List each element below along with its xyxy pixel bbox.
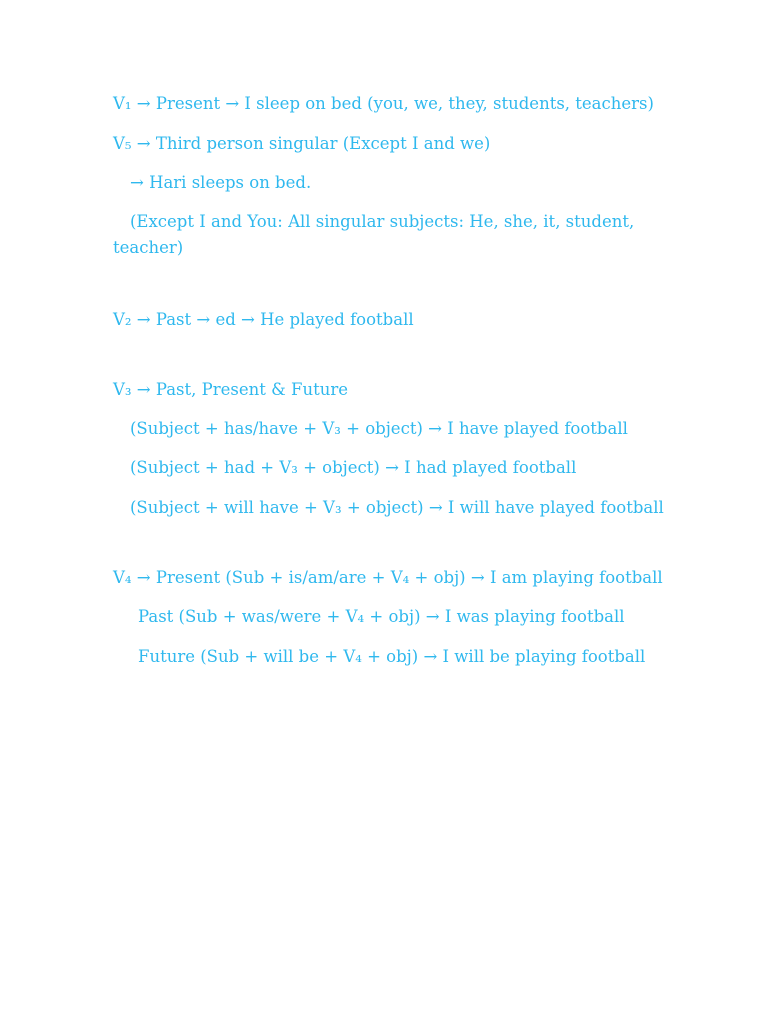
v4-future-line: Future (Sub + will be + V₄ + obj) → I will be playing football <box>138 647 646 666</box>
v5-note-line: (Except I and You: All singular subjects: He, she, it, student, <box>130 212 635 231</box>
v5-example-line: → Hari sleeps on bed. <box>130 173 312 192</box>
v4-past-line: Past (Sub + was/were + V₄ + obj) → I was playing football <box>138 607 625 626</box>
v1-present-line: V₁ → Present → I sleep on bed (you, we, they, students, teachers) <box>113 94 654 113</box>
v5-third-person-line: V₅ → Third person singular (Except I and we) <box>113 134 491 153</box>
v2-past-line: V₂ → Past → ed → He played football <box>113 310 414 329</box>
v3-had-line: (Subject + had + V₃ + object) → I had played football <box>130 458 577 477</box>
v4-present-line: V₄ → Present (Sub + is/am/are + V₄ + obj) → I am playing football <box>113 568 663 587</box>
v3-heading-line: V₃ → Past, Present & Future <box>113 380 349 399</box>
v5-note-continuation: teacher) <box>113 238 184 257</box>
v3-has-have-line: (Subject + has/have + V₃ + object) → I have played football <box>130 419 628 438</box>
v3-will-have-line: (Subject + will have + V₃ + object) → I will have played football <box>130 498 664 517</box>
